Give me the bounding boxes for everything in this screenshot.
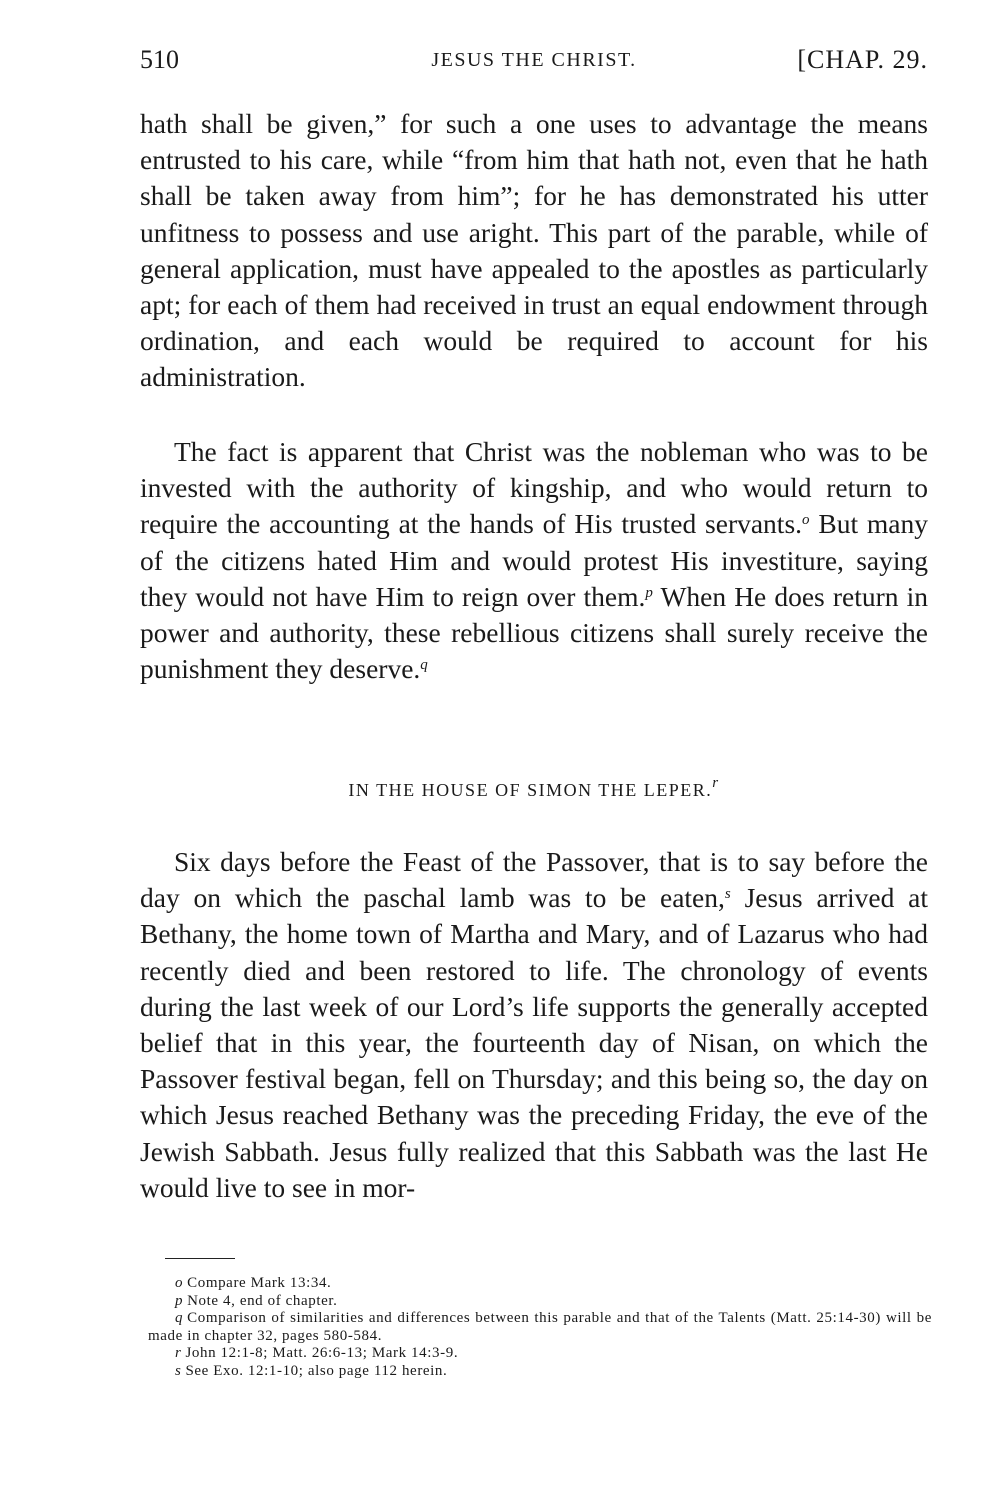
footnote-ref-p[interactable]: p <box>645 584 653 601</box>
footnote-divider <box>165 1258 235 1259</box>
footnote-ref-s[interactable]: s <box>724 886 731 903</box>
footnote-ref-q[interactable]: q <box>420 657 428 674</box>
footnote-p <box>148 1293 932 1311</box>
footnote-mark: q <box>175 1310 184 1326</box>
footnote-text: Note 4, end of chapter. <box>187 1292 338 1309</box>
footnote-mark: o <box>175 1275 184 1291</box>
footnote-mark: p <box>175 1292 184 1309</box>
footnote-s <box>148 1363 932 1381</box>
paragraph-3-text-a: Six days before the Feast of the Passover, that is to say before the day on which the paschal lamb was to be eaten, <box>140 846 928 914</box>
footnote-mark: r <box>175 1345 182 1361</box>
paragraph-3 <box>140 844 928 1206</box>
footnote-text: John 12:1-8; Matt. 26:6-13; Mark 14:3-9. <box>185 1345 459 1361</box>
paragraph-2 <box>140 434 928 687</box>
running-header <box>140 45 928 81</box>
page-number: 510 <box>140 45 179 74</box>
footnotes <box>148 1275 932 1380</box>
paragraph-2-text-c: When He does return in power and authority, these rebellious citizens shall surely receive the punishment they deserve. <box>140 580 928 685</box>
footnote-mark: s <box>175 1362 182 1379</box>
paragraph-3-text-b: Jesus arrived at Bethany, the home town of Martha and Mary, and of Lazarus who had recently died and been restored to life. The chronology of events during the last week of our Lord’s life supports the generally accepted belief that in this year, the fourteenth day of Nisan, on which the Passover festival began, fell on Thursday; and this being so, the day on which Jesus reached Bethany was the preceding Friday, the eve of the Jewish Sabbath. Jesus fully realized that this Sabbath was the last He would live to see in mor- <box>140 882 929 1203</box>
footnote-text: See Exo. 12:1-10; also page 112 herein. <box>185 1362 448 1379</box>
footnote-text: Compare Mark 13:34. <box>187 1275 332 1291</box>
footnote-r <box>148 1345 932 1363</box>
footnote-o <box>148 1275 932 1293</box>
running-title: JESUS THE CHRIST. <box>431 49 637 71</box>
section-heading-text: IN THE HOUSE OF SIMON THE LEPER. <box>348 780 713 800</box>
footnote-ref-o[interactable]: o <box>802 512 810 529</box>
section-heading <box>140 775 928 801</box>
chapter-reference: [CHAP. 29. <box>797 45 928 74</box>
paragraph-2-text-a: The fact is apparent that Christ was the nobleman who was to be invested with the authority of kingship, and who would return to require the accounting at the hands of His trusted servants. <box>140 436 928 540</box>
paragraph-1: hath shall be given,” for such a one uses to advantage the means entrusted to his care, while “from him that hath not, even that he hath shall be taken away from him”; for he has demonstrated his utter unfitness to possess and use aright. This part of the parable, while of general application, must have appealed to the apostles as particularly apt; for each of them had received in trust an equal endowment through ordination, and each would be required to account for his administration. <box>140 108 928 393</box>
paragraph-2-text-b: But many of the citizens hated Him and would protest His investiture, saying they would not have Him to reign over them. <box>140 508 928 612</box>
footnote-ref-r[interactable]: r <box>712 775 720 791</box>
footnote-q <box>148 1310 932 1345</box>
footnote-text: Comparison of similarities and differences between this parable and that of the Talents (Matt. 25:14-30) will be made in chapter 32, pages 580-584. <box>148 1310 932 1344</box>
